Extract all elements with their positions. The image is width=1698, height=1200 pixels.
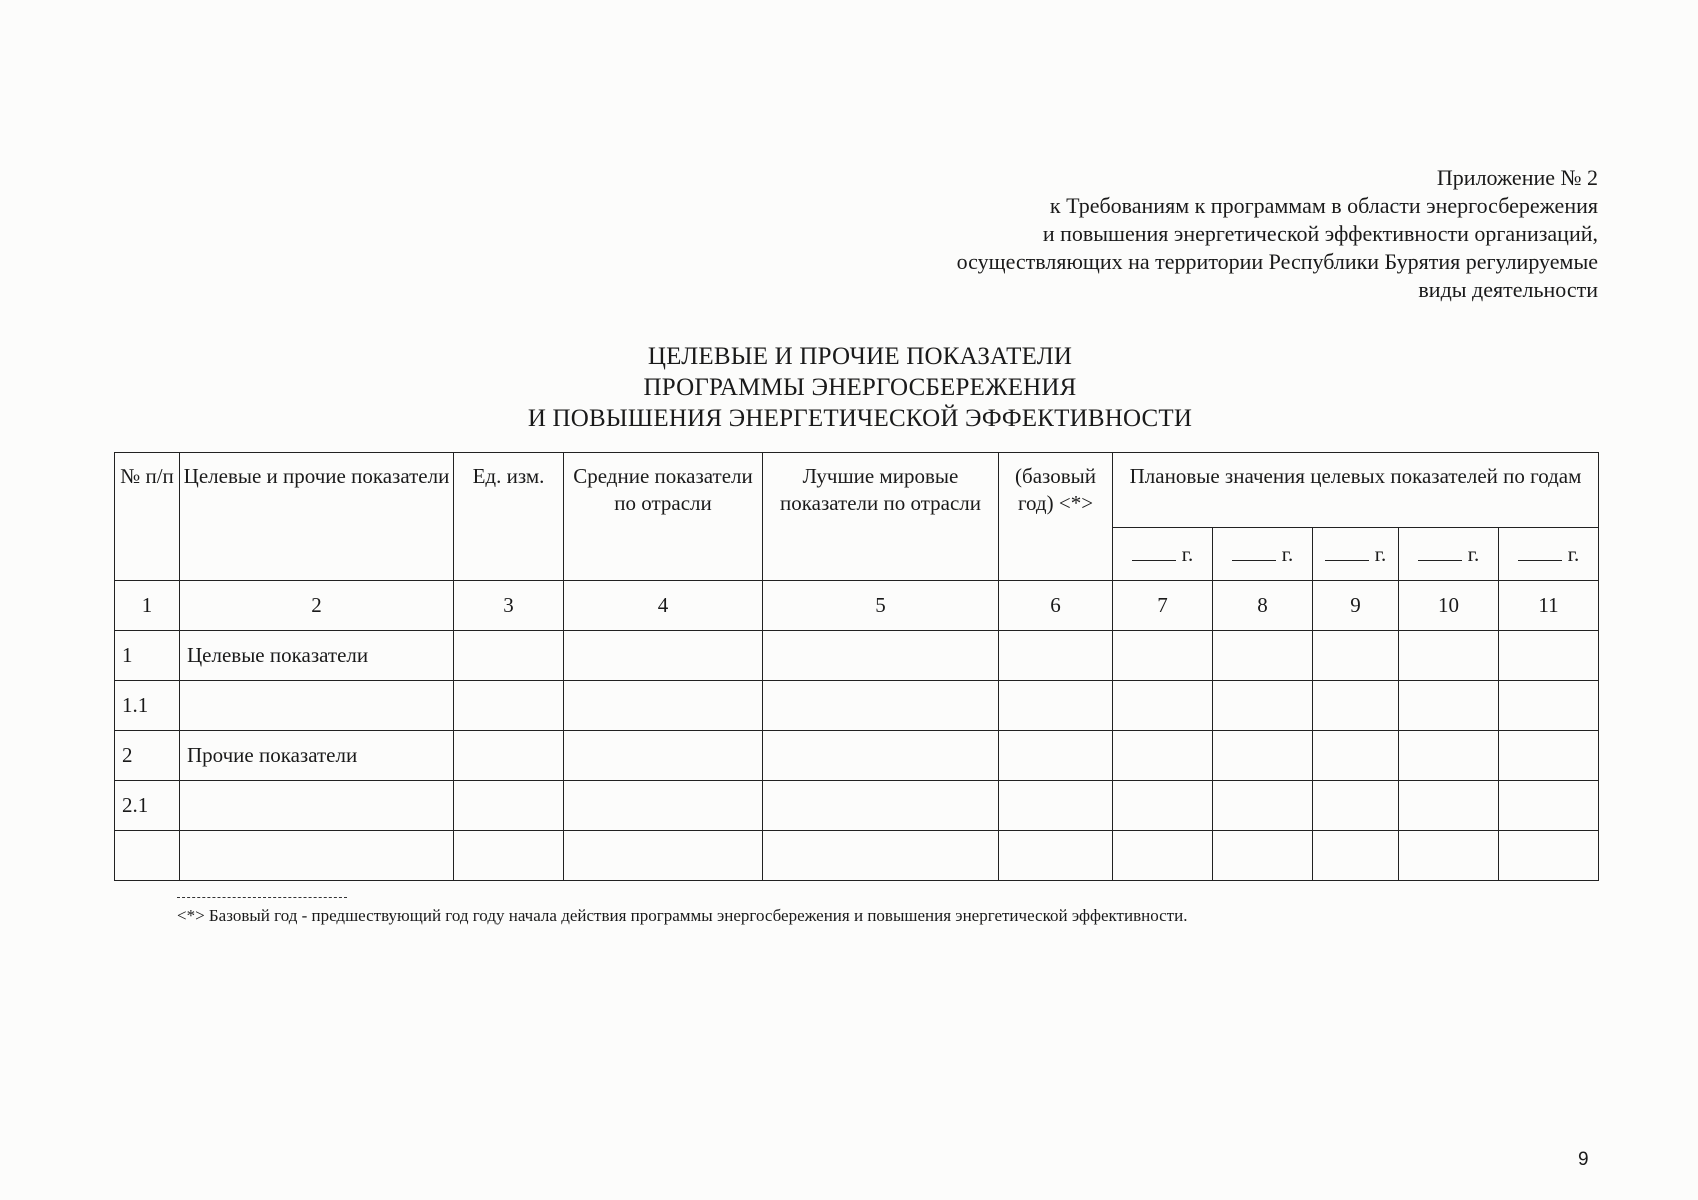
table-cell [999, 681, 1113, 731]
table-cell [1313, 831, 1399, 881]
appendix-line: и повышения энергетической эффективности организаций, [1042, 221, 1598, 246]
table-cell [763, 831, 999, 881]
row-name: Прочие показатели [180, 731, 454, 781]
column-number: 8 [1213, 581, 1313, 631]
header-average: Средние показатели по отрасли [564, 453, 763, 581]
table-cell [454, 781, 564, 831]
table-cell [454, 831, 564, 881]
title-line: ПРОГРАММЫ ЭНЕРГОСБЕРЕЖЕНИЯ [643, 374, 1077, 401]
table-cell [1399, 781, 1499, 831]
table-cell [454, 631, 564, 681]
table-cell [999, 781, 1113, 831]
table-cell [999, 631, 1113, 681]
document-title [420, 341, 1300, 434]
row-number: 2.1 [115, 781, 180, 831]
table-cell [1113, 781, 1213, 831]
year-blank [1132, 542, 1176, 561]
header-base-year: (базовый год) <*> [999, 453, 1113, 581]
appendix-header [778, 164, 1598, 304]
table-cell [763, 631, 999, 681]
column-number: 2 [180, 581, 454, 631]
table-cell [1113, 681, 1213, 731]
column-number: 7 [1113, 581, 1213, 631]
column-number: 10 [1399, 581, 1499, 631]
table-cell [763, 781, 999, 831]
table-cell [1313, 681, 1399, 731]
year-blank [1418, 542, 1462, 561]
table-cell [564, 781, 763, 831]
appendix-line: к Требованиям к программам в области энергосбережения [1049, 193, 1598, 218]
year-cell [1313, 528, 1399, 581]
table-cell [1499, 831, 1599, 881]
page-number: 9 [1578, 1149, 1589, 1170]
appendix-line: виды деятельности [1418, 277, 1598, 302]
table-cell [1399, 681, 1499, 731]
table-cell [454, 731, 564, 781]
year-cell [1499, 528, 1599, 581]
table-cell [564, 681, 763, 731]
header-num: № п/п [115, 453, 180, 581]
row-number: 2 [115, 731, 180, 781]
row-name [180, 681, 454, 731]
table-cell [1499, 681, 1599, 731]
row-number: 1 [115, 631, 180, 681]
table-cell [1113, 631, 1213, 681]
year-blank [1232, 542, 1276, 561]
table-header-row [115, 453, 1599, 528]
footnote: <*> Базовый год - предшествующий год году начала действия программы энергосбережения и повышения энергетической эффективности. [177, 906, 1188, 925]
table-cell [1313, 781, 1399, 831]
header-best: Лучшие мировые показатели по отрасли [763, 453, 999, 581]
table-cell [999, 831, 1113, 881]
year-cell [1213, 528, 1313, 581]
column-number: 5 [763, 581, 999, 631]
table-cell [564, 631, 763, 681]
year-suffix: г. [1181, 541, 1194, 566]
header-plan: Плановые значения целевых показателей по годам [1113, 453, 1599, 528]
title-line: И ПОВЫШЕНИЯ ЭНЕРГЕТИЧЕСКОЙ ЭФФЕКТИВНОСТИ [527, 405, 1193, 432]
footnote-separator [177, 897, 347, 898]
table-cell [1213, 781, 1313, 831]
table-cell [454, 681, 564, 731]
year-cell [1399, 528, 1499, 581]
header-unit: Ед. изм. [454, 453, 564, 581]
table-cell [1213, 631, 1313, 681]
table-cell [1499, 631, 1599, 681]
title-line: ЦЕЛЕВЫЕ И ПРОЧИЕ ПОКАЗАТЕЛИ [647, 343, 1073, 370]
row-number: 1.1 [115, 681, 180, 731]
column-number: 9 [1313, 581, 1399, 631]
column-number: 6 [999, 581, 1113, 631]
year-suffix: г. [1281, 541, 1294, 566]
row-number [115, 831, 180, 881]
appendix-line: Приложение № 2 [1436, 165, 1598, 190]
table-cell [1213, 681, 1313, 731]
year-blank [1518, 542, 1562, 561]
year-suffix: г. [1467, 541, 1480, 566]
appendix-line: осуществляющих на территории Республики Бурятия регулируемые [956, 249, 1598, 274]
table-row [115, 631, 1599, 681]
table-cell [564, 831, 763, 881]
table-row [115, 781, 1599, 831]
table-cell [1399, 831, 1499, 881]
table-cell [1313, 731, 1399, 781]
table-row [115, 681, 1599, 731]
table-cell [1113, 731, 1213, 781]
row-name [180, 831, 454, 881]
column-number: 1 [115, 581, 180, 631]
year-blank [1325, 542, 1369, 561]
year-suffix: г. [1374, 541, 1387, 566]
table-cell [564, 731, 763, 781]
table-cell [1313, 631, 1399, 681]
column-number-row [115, 581, 1599, 631]
table-cell [1213, 731, 1313, 781]
year-cell [1113, 528, 1213, 581]
year-suffix: г. [1567, 541, 1580, 566]
table-cell [1113, 831, 1213, 881]
row-name: Целевые показатели [180, 631, 454, 681]
table-cell [1399, 731, 1499, 781]
table-cell [763, 731, 999, 781]
table-cell [1499, 781, 1599, 831]
header-indicators: Целевые и прочие показатели [180, 453, 454, 581]
table-cell [999, 731, 1113, 781]
table-cell [1399, 631, 1499, 681]
table-row [115, 831, 1599, 881]
column-number: 3 [454, 581, 564, 631]
column-number: 11 [1499, 581, 1599, 631]
indicators-table [114, 452, 1599, 881]
table-cell [1213, 831, 1313, 881]
table-row [115, 731, 1599, 781]
table-cell [1499, 731, 1599, 781]
column-number: 4 [564, 581, 763, 631]
table-cell [763, 681, 999, 731]
row-name [180, 781, 454, 831]
